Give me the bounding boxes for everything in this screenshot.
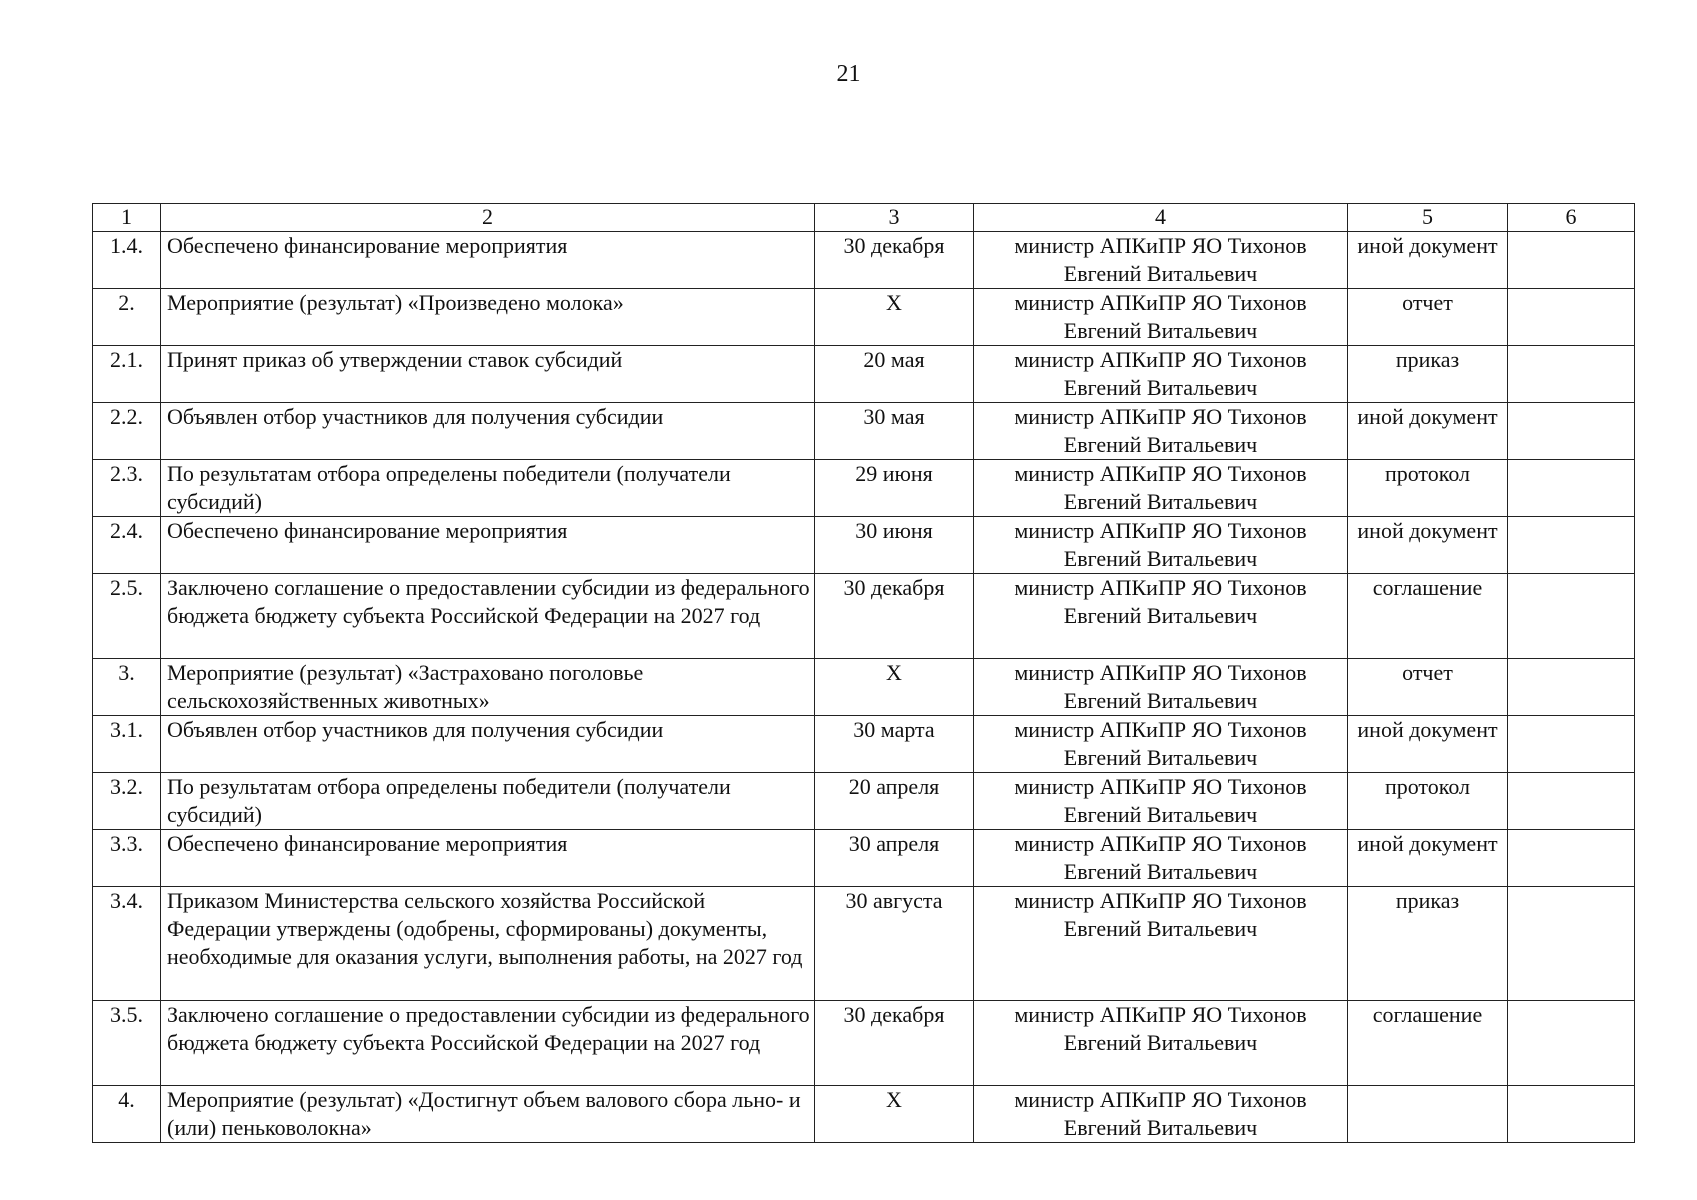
row-date: 30 мая xyxy=(815,403,974,460)
table-row xyxy=(93,403,1635,460)
row-name: Заключено соглашение о предоставлении субсидии из федерального бюджета бюджету субъекта Российской Федерации на 2027 год xyxy=(161,574,815,659)
row-date: 20 апреля xyxy=(815,773,974,830)
row-date: 30 декабря xyxy=(815,232,974,289)
row-responsible: министр АПКиПР ЯО Тихонов Евгений Витальевич xyxy=(974,887,1348,1001)
row-document: приказ xyxy=(1348,346,1508,403)
row-number: 4. xyxy=(93,1086,161,1143)
row-note xyxy=(1508,659,1635,716)
row-number: 1.4. xyxy=(93,232,161,289)
table-row xyxy=(93,289,1635,346)
row-responsible: министр АПКиПР ЯО Тихонов Евгений Витальевич xyxy=(974,659,1348,716)
row-note xyxy=(1508,346,1635,403)
table-row xyxy=(93,659,1635,716)
row-number: 2.4. xyxy=(93,517,161,574)
row-note xyxy=(1508,289,1635,346)
row-name: Приказом Министерства сельского хозяйства Российской Федерации утверждены (одобрены, сформированы) документы, необходимые для оказания услуги, выполнения работы, на 2027 год xyxy=(161,887,815,1001)
row-date: 30 апреля xyxy=(815,830,974,887)
row-note xyxy=(1508,460,1635,517)
row-document: иной документ xyxy=(1348,830,1508,887)
row-number: 2.1. xyxy=(93,346,161,403)
row-date: X xyxy=(815,289,974,346)
row-document: протокол xyxy=(1348,460,1508,517)
row-document: иной документ xyxy=(1348,232,1508,289)
row-date: 30 декабря xyxy=(815,574,974,659)
row-document: приказ xyxy=(1348,887,1508,1001)
row-document: иной документ xyxy=(1348,716,1508,773)
row-note xyxy=(1508,1086,1635,1143)
row-responsible: министр АПКиПР ЯО Тихонов Евгений Витальевич xyxy=(974,716,1348,773)
row-date: X xyxy=(815,659,974,716)
row-note xyxy=(1508,830,1635,887)
row-name: Обеспечено финансирование мероприятия xyxy=(161,232,815,289)
row-number: 2.2. xyxy=(93,403,161,460)
table-row xyxy=(93,574,1635,659)
row-name: По результатам отбора определены победители (получатели субсидий) xyxy=(161,460,815,517)
row-number: 3.5. xyxy=(93,1001,161,1086)
row-name: По результатам отбора определены победители (получатели субсидий) xyxy=(161,773,815,830)
row-number: 3.3. xyxy=(93,830,161,887)
row-name: Заключено соглашение о предоставлении субсидии из федерального бюджета бюджету субъекта Российской Федерации на 2027 год xyxy=(161,1001,815,1086)
header-cell-1: 1 xyxy=(93,204,161,232)
row-document xyxy=(1348,1086,1508,1143)
row-responsible: министр АПКиПР ЯО Тихонов Евгений Витальевич xyxy=(974,1001,1348,1086)
header-cell-4: 4 xyxy=(974,204,1348,232)
row-number: 3.4. xyxy=(93,887,161,1001)
row-number: 2.5. xyxy=(93,574,161,659)
row-responsible: министр АПКиПР ЯО Тихонов Евгений Витальевич xyxy=(974,574,1348,659)
row-note xyxy=(1508,1001,1635,1086)
row-document: соглашение xyxy=(1348,1001,1508,1086)
row-name: Объявлен отбор участников для получения субсидии xyxy=(161,716,815,773)
row-number: 3.1. xyxy=(93,716,161,773)
page-number: 21 xyxy=(836,61,861,87)
row-date: 30 июня xyxy=(815,517,974,574)
row-date: 30 декабря xyxy=(815,1001,974,1086)
row-number: 3. xyxy=(93,659,161,716)
row-document: соглашение xyxy=(1348,574,1508,659)
row-name: Мероприятие (результат) «Произведено молока» xyxy=(161,289,815,346)
table-header-row xyxy=(93,204,1635,232)
row-responsible: министр АПКиПР ЯО Тихонов Евгений Витальевич xyxy=(974,517,1348,574)
row-responsible: министр АПКиПР ЯО Тихонов Евгений Витальевич xyxy=(974,773,1348,830)
row-note xyxy=(1508,887,1635,1001)
table-row xyxy=(93,1001,1635,1086)
table-row xyxy=(93,887,1635,1001)
table-row xyxy=(93,460,1635,517)
row-responsible: министр АПКиПР ЯО Тихонов Евгений Витальевич xyxy=(974,346,1348,403)
row-document: отчет xyxy=(1348,659,1508,716)
table-row xyxy=(93,773,1635,830)
row-note xyxy=(1508,716,1635,773)
row-number: 2. xyxy=(93,289,161,346)
table-row xyxy=(93,517,1635,574)
row-responsible: министр АПКиПР ЯО Тихонов Евгений Витальевич xyxy=(974,830,1348,887)
row-document: протокол xyxy=(1348,773,1508,830)
row-name: Принят приказ об утверждении ставок субсидий xyxy=(161,346,815,403)
header-cell-2: 2 xyxy=(161,204,815,232)
table-row xyxy=(93,716,1635,773)
row-name: Обеспечено финансирование мероприятия xyxy=(161,517,815,574)
row-number: 2.3. xyxy=(93,460,161,517)
row-responsible: министр АПКиПР ЯО Тихонов Евгений Витальевич xyxy=(974,460,1348,517)
row-note xyxy=(1508,403,1635,460)
row-name: Объявлен отбор участников для получения субсидии xyxy=(161,403,815,460)
row-document: иной документ xyxy=(1348,517,1508,574)
row-date: 20 мая xyxy=(815,346,974,403)
header-cell-6: 6 xyxy=(1508,204,1635,232)
row-date: X xyxy=(815,1086,974,1143)
row-date: 30 августа xyxy=(815,887,974,1001)
row-note xyxy=(1508,232,1635,289)
table-row xyxy=(93,346,1635,403)
row-name: Обеспечено финансирование мероприятия xyxy=(161,830,815,887)
row-note xyxy=(1508,773,1635,830)
row-responsible: министр АПКиПР ЯО Тихонов Евгений Витальевич xyxy=(974,403,1348,460)
row-document: отчет xyxy=(1348,289,1508,346)
row-date: 29 июня xyxy=(815,460,974,517)
header-cell-3: 3 xyxy=(815,204,974,232)
row-note xyxy=(1508,517,1635,574)
plan-table xyxy=(92,203,1635,1143)
row-name: Мероприятие (результат) «Застраховано поголовье сельскохозяйственных животных» xyxy=(161,659,815,716)
table-row xyxy=(93,1086,1635,1143)
table-row xyxy=(93,830,1635,887)
row-responsible: министр АПКиПР ЯО Тихонов Евгений Витальевич xyxy=(974,289,1348,346)
row-document: иной документ xyxy=(1348,403,1508,460)
row-date: 30 марта xyxy=(815,716,974,773)
row-responsible: министр АПКиПР ЯО Тихонов Евгений Витальевич xyxy=(974,1086,1348,1143)
row-name: Мероприятие (результат) «Достигнут объем валового сбора льно- и (или) пеньковолокна» xyxy=(161,1086,815,1143)
header-cell-5: 5 xyxy=(1348,204,1508,232)
row-note xyxy=(1508,574,1635,659)
table-row xyxy=(93,232,1635,289)
row-number: 3.2. xyxy=(93,773,161,830)
row-responsible: министр АПКиПР ЯО Тихонов Евгений Витальевич xyxy=(974,232,1348,289)
